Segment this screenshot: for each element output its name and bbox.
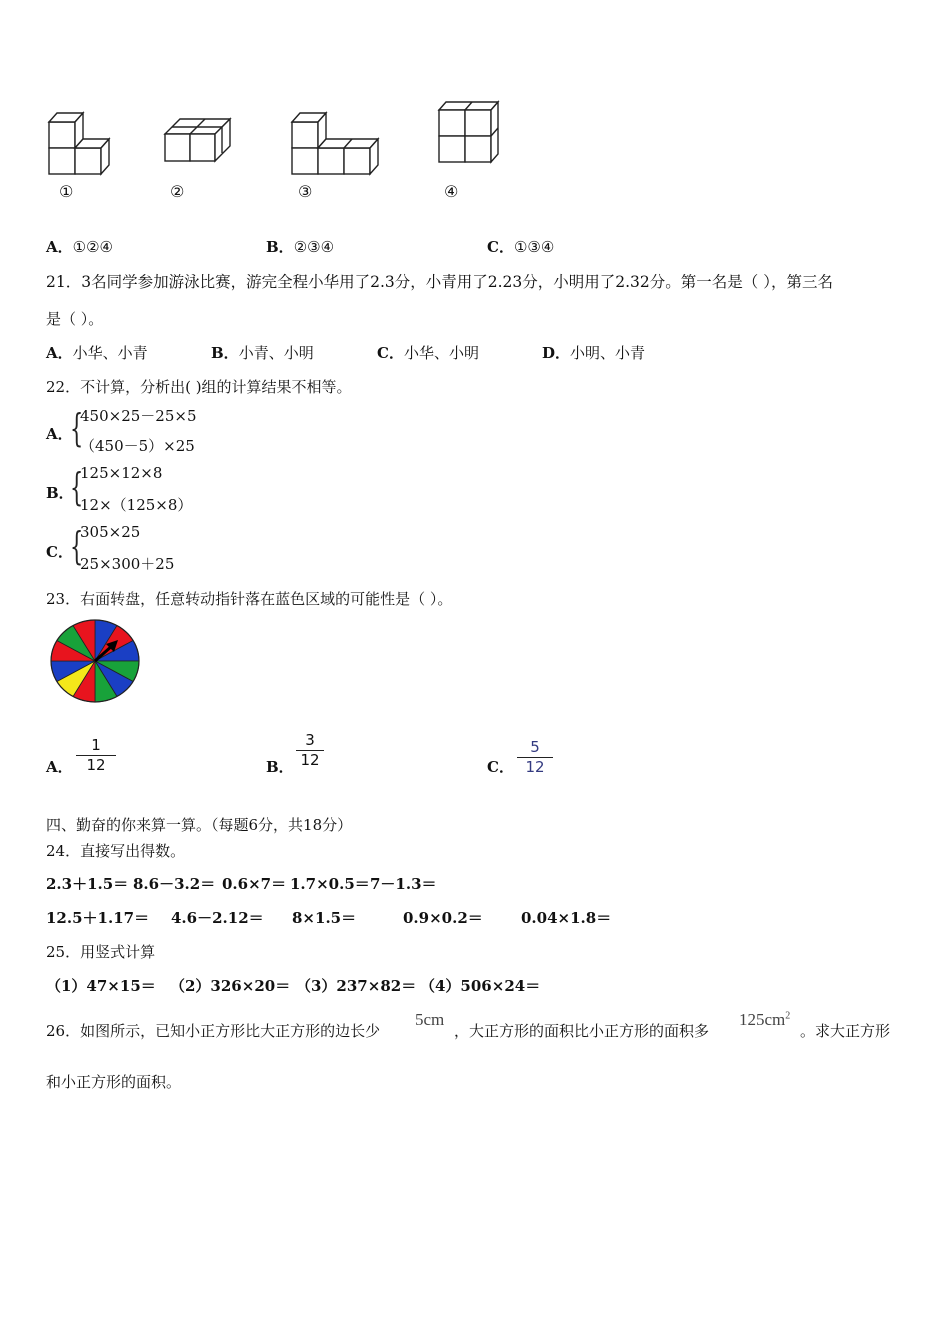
q20-option-b[interactable] [266,236,334,257]
option-letter: A． [46,344,73,362]
q22-option-b-letter[interactable]: B． [46,484,74,502]
q24-item: 1.7×0.5＝ [290,875,370,893]
q26-text-part1: 26．如图所示，已知小正方形比大正方形的边长少 [46,1022,381,1040]
figure-label-4: ④ [444,182,459,201]
q24-item: 4.6－2.12＝ [171,909,264,927]
q21-question-line2: 是（ ）。 [46,310,104,328]
q21-option-d[interactable] [542,342,645,363]
q20-option-a[interactable] [46,236,113,257]
cube-figure-1 [44,108,116,178]
option-letter: B． [266,238,294,256]
q26-text-part3: 。求大正方形 [800,1022,891,1040]
q23-option-c-letter[interactable]: C． [487,758,514,776]
q22-option-a-expr1: 450×25－25×5 [80,407,197,425]
q21-question-line1: 21．3名同学参加游泳比赛，游完全程小华用了2.3分，小青用了2.23分，小明用了2.32分。第一名是（ ），第三名 [46,273,833,291]
q22-option-a-expr2: （450－5）×25 [80,437,195,455]
q22-option-b-expr2: 12×（125×8） [80,496,193,514]
cube-figure-4 [434,98,504,170]
q25-item: （3）237×82＝ [296,977,417,995]
q20-option-c[interactable] [487,236,554,257]
option-letter: A． [46,238,73,256]
q26-text-part2: ，大正方形的面积比小正方形的面积多 [454,1022,710,1040]
q26-text-line2: 和小正方形的面积。 [46,1073,182,1091]
option-text: ①③④ [513,238,555,256]
cube-figure-3 [288,108,382,178]
q22-option-a-letter[interactable]: A． [46,425,73,443]
brace-a: { [70,406,84,450]
q23-option-a-letter[interactable]: A． [46,758,73,776]
option-letter: B． [211,344,239,362]
q22-option-c-expr2: 25×300＋25 [80,555,175,573]
q24-item: 2.3＋1.5＝ [46,875,129,893]
figure-label-2: ② [170,182,185,201]
option-text: 小明、小青 [570,344,646,362]
spinner-wheel [48,617,142,705]
q22-option-b-expr1: 125×12×8 [80,464,163,482]
option-text: ②③④ [293,238,335,256]
unit-superscript: 2 [785,1010,791,1022]
q23-option-b-fraction [296,732,324,769]
q22-question: 22．不计算，分析出( )组的计算结果不相等。 [46,378,352,396]
option-text: 小华、小明 [403,344,479,362]
q23-question: 23．右面转盘，任意转动指针落在蓝色区域的可能性是（ ）。 [46,590,453,608]
option-text: 小青、小明 [238,344,314,362]
q24-item: 0.6×7＝ [222,875,287,893]
q21-option-b[interactable] [211,342,314,363]
q26-unit-125cm2 [739,1010,790,1030]
option-letter: C． [377,344,404,362]
section-4-heading: 四、勤奋的你来算一算。（每题6分，共18分） [46,816,353,834]
unit-value: 125cm [739,1010,786,1029]
q24-item: 0.9×0.2＝ [403,909,483,927]
q25-item: （4）506×24＝ [420,977,541,995]
q21-option-a[interactable] [46,342,148,363]
option-letter: C． [487,238,514,256]
numerator: 5 [530,738,540,756]
q24-item: 0.04×1.8＝ [521,909,612,927]
denominator: 12 [300,751,320,769]
cube-figure-2 [160,112,238,168]
brace-c: { [70,524,84,568]
q23-option-b-letter[interactable]: B． [266,758,294,776]
denominator: 12 [525,758,545,776]
figure-label-1: ① [59,182,74,201]
numerator: 1 [91,736,101,754]
q22-option-c-letter[interactable]: C． [46,543,73,561]
denominator: 12 [86,756,106,774]
q25-question: 25．用竖式计算 [46,943,156,961]
q25-item: （2）326×20＝ [170,977,291,995]
brace-b: { [70,465,84,509]
numerator: 3 [305,731,315,749]
q24-item: 8.6－3.2＝ [133,875,216,893]
q24-item: 12.5＋1.17＝ [46,909,150,927]
q24-item: 7－1.3＝ [370,875,437,893]
option-text: 小华、小青 [72,344,148,362]
q23-option-a-fraction [76,737,116,774]
q26-unit-5cm: 5cm [415,1010,445,1029]
q22-option-c-expr1: 305×25 [80,523,141,541]
option-letter: D． [542,344,571,362]
q21-option-c[interactable] [377,342,479,363]
figure-label-3: ③ [298,182,313,201]
q25-item: （1）47×15＝ [46,977,156,995]
q24-item: 8×1.5＝ [292,909,357,927]
option-text: ①②④ [72,238,113,256]
q23-option-c-fraction [517,739,553,776]
q24-question: 24．直接写出得数。 [46,842,186,860]
